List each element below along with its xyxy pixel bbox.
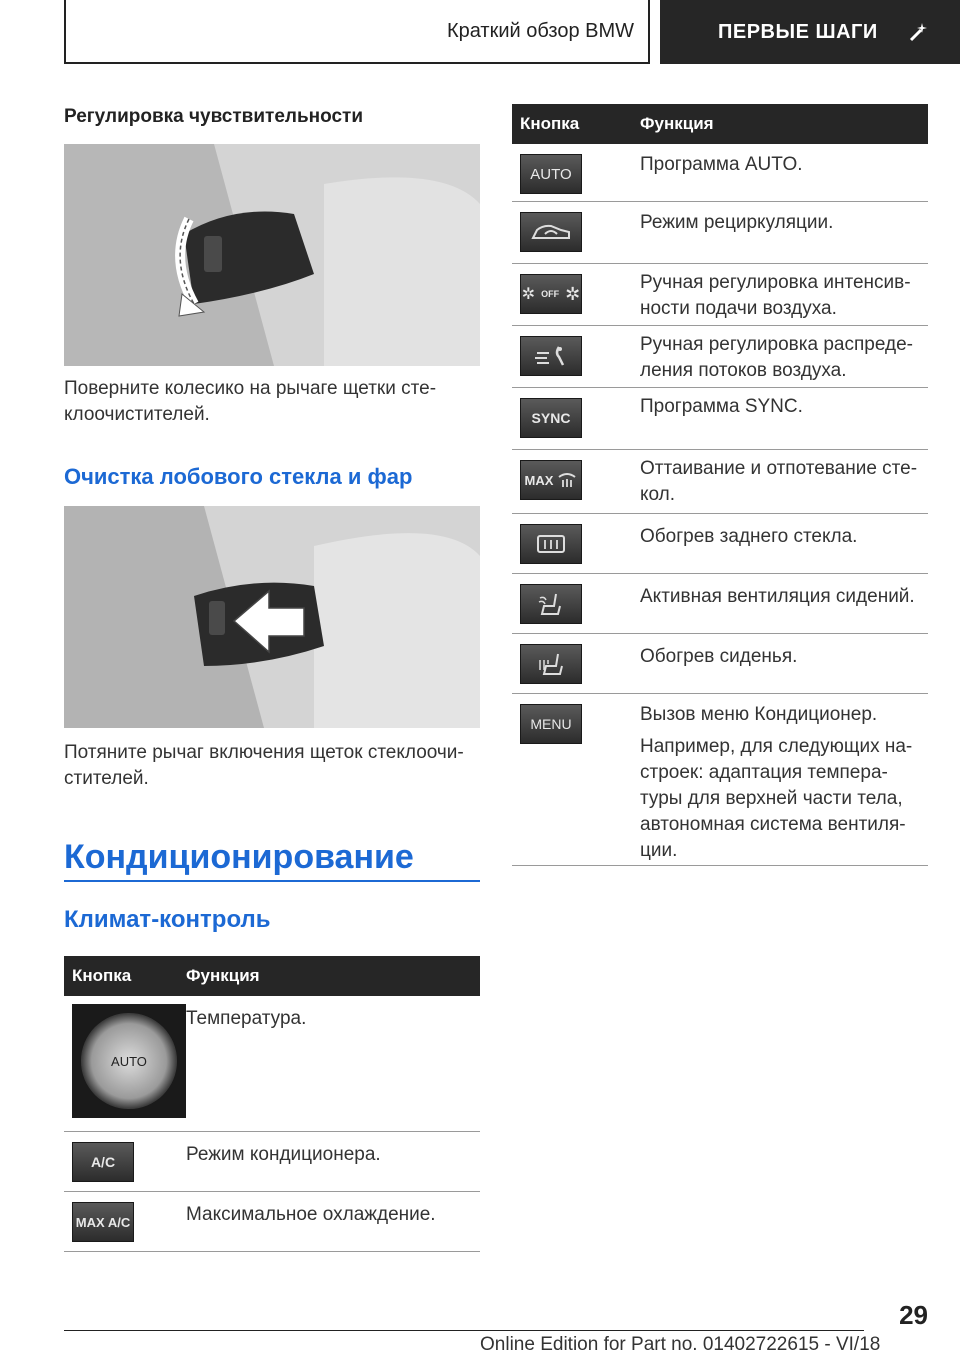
subchapter-title: Климат-контроль <box>64 906 271 933</box>
seat-heating-icon <box>520 644 582 684</box>
climate-table-left <box>64 956 480 1252</box>
header-left-title: Краткий обзор BMW <box>446 19 634 42</box>
btn-label: MAX <box>524 472 554 488</box>
table-row <box>512 694 928 866</box>
auto-button-icon <box>520 154 582 194</box>
function-extra-text: Например, для следующих на-строек: адаптация темпера-туры для верхней части тела, автономная система вентиля-ции. <box>640 736 913 861</box>
ac-button-icon <box>72 1142 134 1182</box>
table-row <box>512 264 928 326</box>
footer-divider <box>64 1330 864 1331</box>
function-text: Оттаивание и отпотевание сте-кол. <box>640 458 918 505</box>
knob-label: AUTO <box>111 1053 147 1069</box>
btn-label: AUTO <box>530 165 572 183</box>
table-row <box>64 1132 480 1192</box>
function-text: Обогрев заднего стекла. <box>640 526 858 547</box>
col-header-button: Кнопка <box>520 114 580 133</box>
function-text: Максимальное охлаждение. <box>186 1204 436 1225</box>
max-ac-button-icon <box>72 1202 134 1242</box>
function-text: Температура. <box>186 1008 307 1029</box>
climate-table-right <box>512 104 928 866</box>
function-text: Программа AUTO. <box>640 154 803 175</box>
header-right-title: ПЕРВЫЕ ШАГИ <box>718 20 878 43</box>
table-row <box>512 514 928 574</box>
temperature-knob-icon <box>72 1004 186 1118</box>
btn-label: MAX A/C <box>75 1214 131 1230</box>
menu-button-icon <box>520 704 582 744</box>
table-row <box>512 450 928 514</box>
chapter-underline <box>64 880 480 882</box>
table-row <box>512 326 928 388</box>
header-chapter-tab <box>64 0 650 64</box>
col-header-function: Функция <box>640 114 714 133</box>
function-text: Программа SYNC. <box>640 396 803 417</box>
wash-text: Потяните рычаг включения щеток стеклоочи-стителей. <box>64 742 464 789</box>
rear-defrost-icon <box>520 524 582 564</box>
col-header-button: Кнопка <box>72 966 132 985</box>
wash-heading: Очистка лобового стекла и фар <box>64 464 413 489</box>
table-row <box>512 144 928 202</box>
table-header <box>512 104 928 144</box>
header-section-tab <box>660 0 960 64</box>
page-number: 29 <box>899 1300 928 1330</box>
fan-intensity-icon: ✲ OFF ✲ <box>520 274 582 314</box>
function-text: Ручная регулировка распреде-ления потоков воздуха. <box>640 334 913 381</box>
wiper-lever-photo <box>64 506 480 728</box>
table-row <box>64 1192 480 1252</box>
wand-icon <box>908 21 930 43</box>
table-row <box>512 634 928 694</box>
sync-button-icon <box>520 398 582 438</box>
function-text: Обогрев сиденья. <box>640 646 798 667</box>
function-text: Активная вентиляция сидений. <box>640 586 915 607</box>
btn-label: A/C <box>90 1154 116 1170</box>
chapter-title: Кондиционирование <box>64 838 414 876</box>
btn-label: SYNC <box>531 410 571 426</box>
table-row <box>64 996 480 1132</box>
sensitivity-text: Поверните колесико на рычаге щетки сте-клоочистителей. <box>64 378 437 425</box>
function-text: Режим кондиционера. <box>186 1144 381 1165</box>
btn-label: MENU <box>530 716 572 732</box>
function-text: Вызов меню Кондиционер. <box>640 704 878 725</box>
seat-ventilation-icon <box>520 584 582 624</box>
wiper-wheel-photo <box>64 144 480 366</box>
table-row <box>512 388 928 450</box>
recirculation-icon <box>520 212 582 252</box>
btn-label: OFF <box>541 289 560 299</box>
col-header-function: Функция <box>186 966 260 985</box>
table-row <box>512 202 928 264</box>
table-header <box>64 956 480 996</box>
table-row <box>512 574 928 634</box>
air-distribution-icon <box>520 336 582 376</box>
function-text: Ручная регулировка интенсив-ности подачи воздуха. <box>640 272 911 319</box>
max-defrost-icon <box>520 460 582 500</box>
function-text: Режим рециркуляции. <box>640 212 834 233</box>
sensitivity-heading: Регулировка чувствительности <box>64 106 364 127</box>
footer-edition: Online Edition for Part no. 01402722615 - VI/18 <box>480 1334 881 1355</box>
